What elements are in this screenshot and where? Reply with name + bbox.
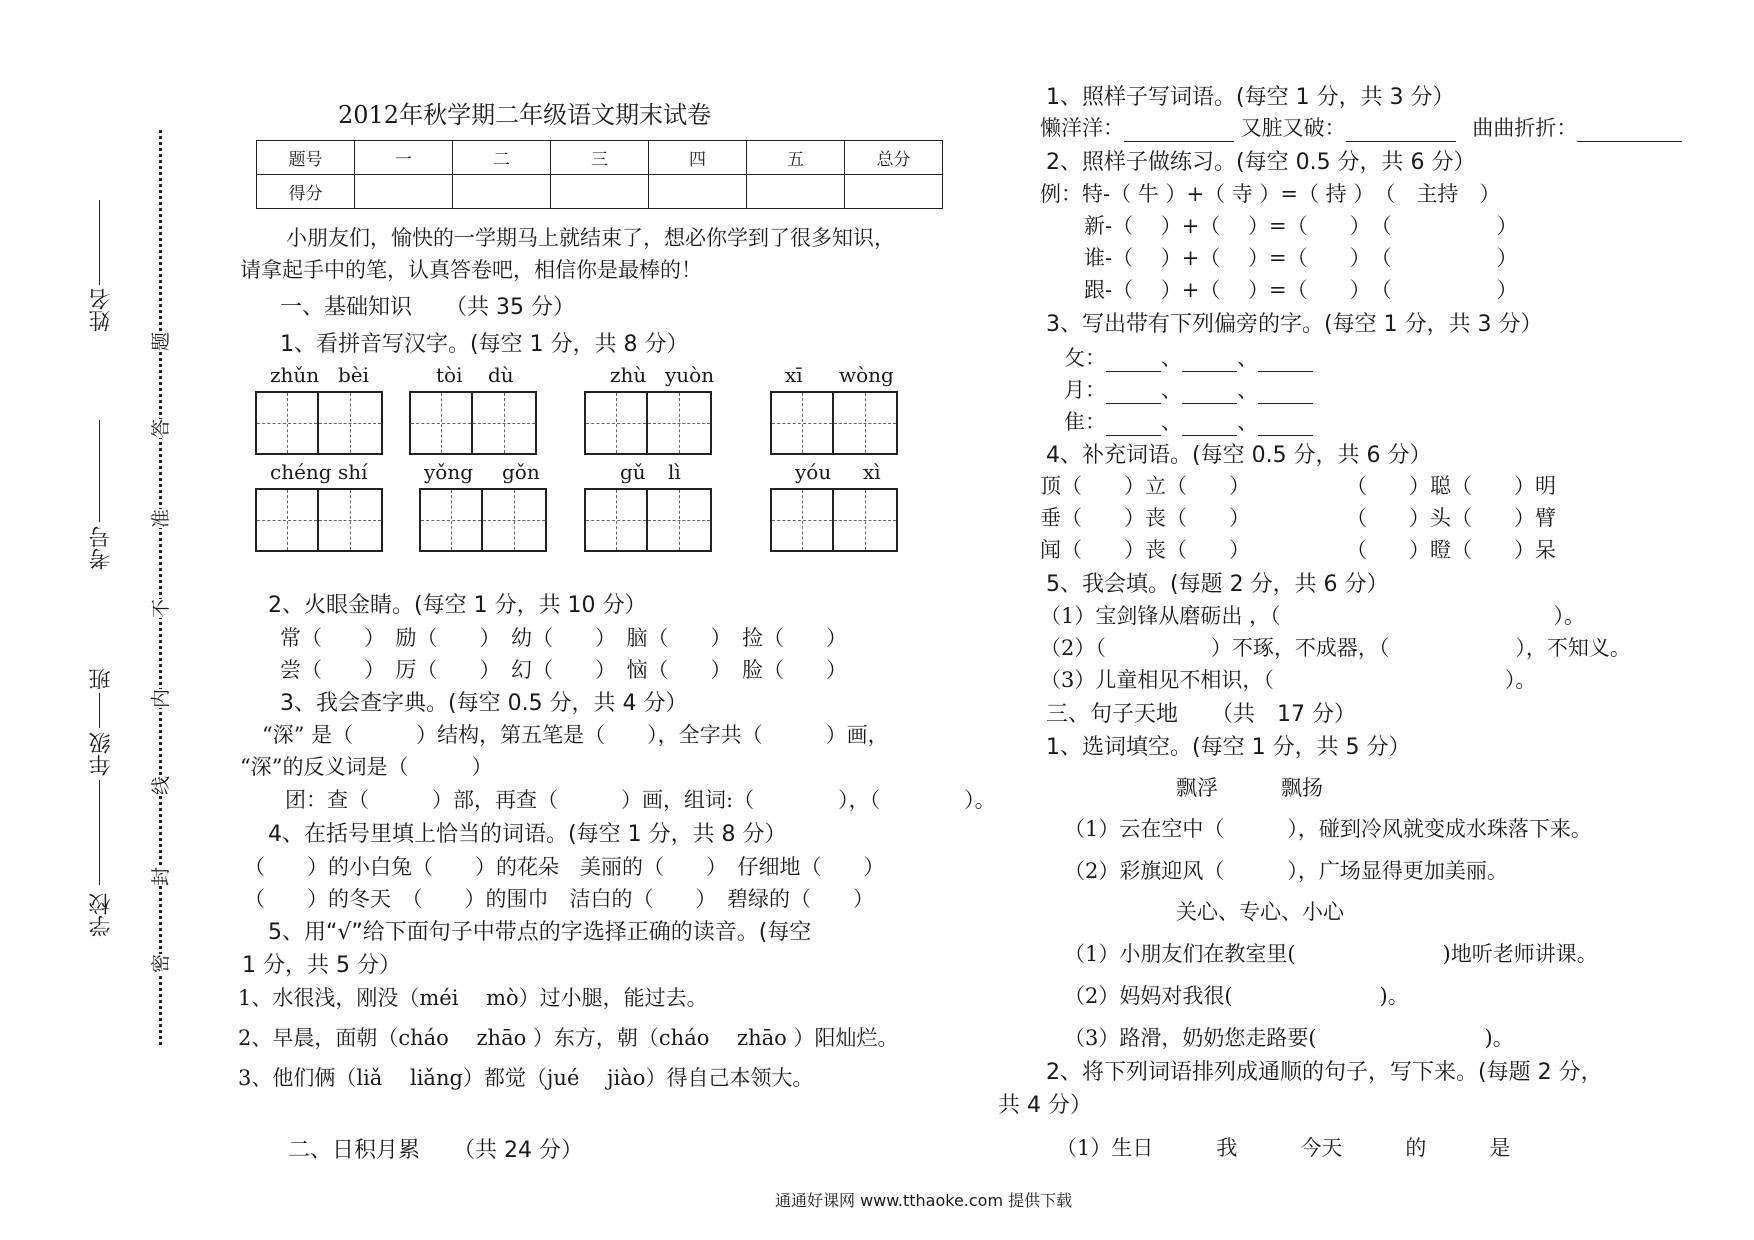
pinyin-label: yǒng (424, 460, 474, 484)
seal-char-8: 密 (146, 954, 173, 973)
s3-q2-item-1: （1）生日 我 今天 的 是 (1056, 1136, 1511, 1160)
s2-q2-example: 例：特-（ 牛 ）+（ 寺 ）=（ 持 ） （ 主持 ） (1040, 182, 1501, 206)
s1-q5-item-1[interactable]: 1、水很浅，刚没（méi mò）过小腿，能过去。 (238, 986, 708, 1010)
s1-q3-line-2[interactable]: “深”的反义词是（ ） (240, 755, 493, 779)
pinyin-label: bèi (338, 363, 370, 387)
pinyin-label: dù (488, 363, 514, 387)
tianzige-box[interactable] (770, 391, 898, 455)
s1-q4-line-1[interactable]: （ ）的小白兔（ ）的花朵 美丽的（ ） 仔细地（ ） (244, 855, 885, 879)
s2-q3-row: 月： 、 、 (1064, 374, 1313, 404)
pinyin-label: chéng (270, 460, 332, 484)
seal-char-6: 线 (146, 776, 173, 795)
s1-q4-title: 4、在括号里填上恰当的词语。(每空 1 分，共 8 分） (268, 822, 787, 847)
pinyin-label: tòi (436, 363, 463, 387)
blank[interactable] (1258, 351, 1313, 372)
tianzige-box[interactable] (255, 391, 383, 455)
s1-q2-title: 2、火眼金睛。(每空 1 分，共 10 分） (268, 593, 647, 618)
tianzige-box[interactable] (584, 488, 712, 552)
tianzige-box[interactable] (409, 391, 537, 455)
s1-q5-item-3[interactable]: 3、他们俩（liǎ liǎng）都觉（jué jiào）得自己本领大。 (238, 1066, 814, 1090)
s2-q5-item-2[interactable]: （2）（ ）不琢，不成器，（ ），不知义。 (1040, 636, 1631, 660)
s3-q2-title: 2、将下列词语排列成通顺的句子，写下来。(每题 2 分， (1046, 1060, 1603, 1085)
s3-q1-item-1[interactable]: （1）云在空中（ ），碰到冷风就变成水珠落下来。 (1064, 817, 1592, 841)
seal-dotted-line (159, 130, 162, 1045)
score-input-cell[interactable] (747, 175, 845, 209)
score-input-cell[interactable] (551, 175, 649, 209)
s2-q1-label-b: 又脏又破： (1240, 116, 1346, 140)
s3-q2-title-cont: 共 4 分） (998, 1093, 1092, 1118)
exam-no-blank (99, 420, 100, 522)
name-label: 姓名 (89, 288, 114, 332)
s1-q4-line-2[interactable]: （ ）的冬天 （ ）的围巾 洁白的（ ） 碧绿的（ ） (244, 887, 874, 911)
section-2-title: 二、日积月累 （共 24 分） (288, 1138, 583, 1163)
blank[interactable] (1258, 383, 1313, 404)
intro-line-2: 请拿起手中的笔，认真答卷吧，相信你是最棒的！ (240, 258, 702, 282)
section-1-title: 一、基础知识 （共 35 分） (280, 295, 575, 320)
s2-q5-item-1[interactable]: （1）宝剑锋从磨砺出 ，（ ）。 (1040, 604, 1586, 628)
s2-q5-item-3[interactable]: （3）儿童相见不相识，（ ）。 (1040, 668, 1537, 692)
s2-q1-title: 1、照样子写词语。(每空 1 分，共 3 分） (1046, 85, 1455, 110)
pinyin-label: zhù (610, 363, 647, 387)
class-blank (99, 693, 100, 728)
score-input-cell[interactable] (845, 175, 943, 209)
s2-q1-label-c: 曲曲折折： (1472, 116, 1578, 140)
tianzige-box[interactable] (770, 488, 898, 552)
s2-q1-label-a: 懒洋洋： (1040, 116, 1124, 140)
score-header-cell: 总分 (845, 141, 943, 175)
s3-q1-item-5[interactable]: （3）路滑，奶奶您走路要( )。 (1064, 1026, 1514, 1050)
pinyin-label: wòng (839, 363, 894, 387)
section-3-title: 三、句子天地 （共 17 分） (1046, 702, 1356, 727)
pinyin-label: gǒn (502, 460, 540, 484)
s2-q2-row-3[interactable]: 跟-（ ）+（ ）=（ ） （ ） (1084, 278, 1518, 302)
pinyin-label: zhǔn (270, 363, 320, 387)
score-input-cell[interactable] (355, 175, 453, 209)
tianzige-box[interactable] (255, 488, 383, 552)
s2-q1-blank-b[interactable] (1346, 121, 1456, 142)
blank[interactable] (1106, 415, 1161, 436)
s3-q1-item-2[interactable]: （2）彩旗迎风（ ），广场显得更加美丽。 (1064, 859, 1508, 883)
intro-line-1: 小朋友们，愉快的一学期马上就结束了，想必你学到了很多知识， (286, 226, 895, 250)
s2-q4-item[interactable]: 闻（ ）丧（ ） (1040, 538, 1250, 562)
score-input-cell[interactable] (453, 175, 551, 209)
pinyin-label: gǔ (620, 460, 646, 484)
pinyin-label: yóu (795, 460, 832, 484)
score-header-cell: 三 (551, 141, 649, 175)
s2-q2-row-2[interactable]: 谁-（ ）+（ ）=（ ） （ ） (1084, 246, 1518, 270)
blank[interactable] (1182, 351, 1237, 372)
exam-no-label: 考号 (89, 526, 114, 570)
school-label: 学校 (89, 893, 114, 937)
seal-char-2: 答 (146, 419, 173, 438)
s2-q3-radical: 隹： (1064, 410, 1106, 434)
s2-q5-title: 5、我会填。(每题 2 分，共 6 分） (1046, 572, 1389, 597)
score-header-cell: 五 (747, 141, 845, 175)
s3-q1-item-3[interactable]: （1）小朋友们在教室里( )地听老师讲课。 (1064, 942, 1598, 966)
class-label: 班 (89, 668, 114, 690)
pinyin-label: yuòn (665, 363, 715, 387)
footer-credit: 通通好课网 www.tthaoke.com 提供下载 (775, 1191, 1073, 1210)
s3-q1-title: 1、选词填空。(每空 1 分，共 5 分） (1046, 735, 1411, 760)
s2-q3-row: 隹： 、 、 (1064, 406, 1313, 436)
name-blank (99, 200, 100, 285)
blank[interactable] (1182, 415, 1237, 436)
s2-q3-row: 攵： 、 、 (1064, 342, 1313, 372)
s3-word-choices-2: 关心、专心、小心 (1176, 900, 1344, 924)
seal-char-7: 封 (146, 867, 173, 886)
s2-q3-radical: 月： (1064, 378, 1106, 402)
pinyin-label: xì (863, 460, 881, 484)
s1-q2-row-1[interactable]: 常（ ） 励（ ） 幼（ ） 脑（ ） 捡（ ） (280, 626, 847, 650)
tianzige-box[interactable] (419, 488, 547, 552)
s1-q2-row-2[interactable]: 尝（ ） 厉（ ） 幻（ ） 恼（ ） 脸（ ） (280, 658, 847, 682)
s2-q1-blank-c[interactable] (1577, 121, 1682, 142)
s2-q3-radical: 攵： (1064, 346, 1106, 370)
score-table (256, 140, 943, 209)
s2-q2-row-1[interactable]: 新-（ ）+（ ）=（ ） （ ） (1084, 214, 1518, 238)
s2-q1-line (1040, 112, 1682, 142)
s3-q1-item-4[interactable]: （2）妈妈对我很( )。 (1064, 984, 1409, 1008)
s1-q3-line-3[interactable]: 团：查（ ）部，再查（ ）画，组词:（ ），（ ）。 (285, 788, 996, 812)
score-header-cell: 二 (453, 141, 551, 175)
s1-q1-title: 1、看拼音写汉字。(每空 1 分，共 8 分） (280, 332, 689, 357)
seal-char-1: 题 (146, 332, 173, 351)
s2-q4-item[interactable]: （ ）头（ ）臂 (1346, 506, 1556, 530)
tianzige-box[interactable] (584, 391, 712, 455)
grade-blank (99, 780, 100, 885)
blank[interactable] (1182, 383, 1237, 404)
score-header-cell: 题号 (257, 141, 355, 175)
s1-q5-item-2[interactable]: 2、早晨，面朝（cháo zhāo ）东方，朝（cháo zhāo ）阳灿烂。 (238, 1026, 899, 1050)
score-row-label: 得分 (257, 175, 355, 209)
s1-q5-title-cont: 1 分，共 5 分） (242, 953, 401, 978)
seal-char-3: 准 (146, 509, 173, 528)
score-header-cell: 四 (649, 141, 747, 175)
seal-char-5: 内 (146, 689, 173, 708)
pinyin-label: lì (668, 460, 681, 484)
s2-q1-blank-a[interactable] (1124, 121, 1234, 142)
s2-q2-title: 2、照样子做练习。(每空 0.5 分，共 6 分） (1046, 150, 1476, 175)
s2-q4-item[interactable]: （ ）聪（ ）明 (1346, 474, 1556, 498)
page-title: 2012年秋学期二年级语文期末试卷 (338, 101, 712, 129)
s2-q4-item[interactable]: （ ）瞪（ ）呆 (1346, 538, 1556, 562)
score-header-cell: 一 (355, 141, 453, 175)
s2-q4-item[interactable]: 顶（ ）立（ ） (1040, 474, 1250, 498)
pinyin-label: shí (338, 460, 368, 484)
blank[interactable] (1258, 415, 1313, 436)
s1-q3-line-1[interactable]: “深” 是（ ）结构，第五笔是（ ），全字共（ ）画， (262, 723, 889, 747)
s3-word-choices-1: 飘浮 飘扬 (1176, 776, 1323, 800)
s2-q3-title: 3、写出带有下列偏旁的字。(每空 1 分，共 3 分） (1046, 312, 1543, 337)
seal-char-4: 不 (146, 599, 173, 618)
blank[interactable] (1106, 383, 1161, 404)
grade-label: 年级 (89, 732, 114, 776)
s1-q3-title: 3、我会查字典。(每空 0.5 分，共 4 分） (280, 691, 688, 716)
s1-q5-title: 5、用“√”给下面句子中带点的字选择正确的读音。(每空 (268, 920, 812, 945)
pinyin-label: xī (785, 363, 803, 387)
s2-q4-title: 4、补充词语。(每空 0.5 分，共 6 分） (1046, 443, 1432, 468)
s2-q4-item[interactable]: 垂（ ）丧（ ） (1040, 506, 1250, 530)
score-input-cell[interactable] (649, 175, 747, 209)
blank[interactable] (1106, 351, 1161, 372)
